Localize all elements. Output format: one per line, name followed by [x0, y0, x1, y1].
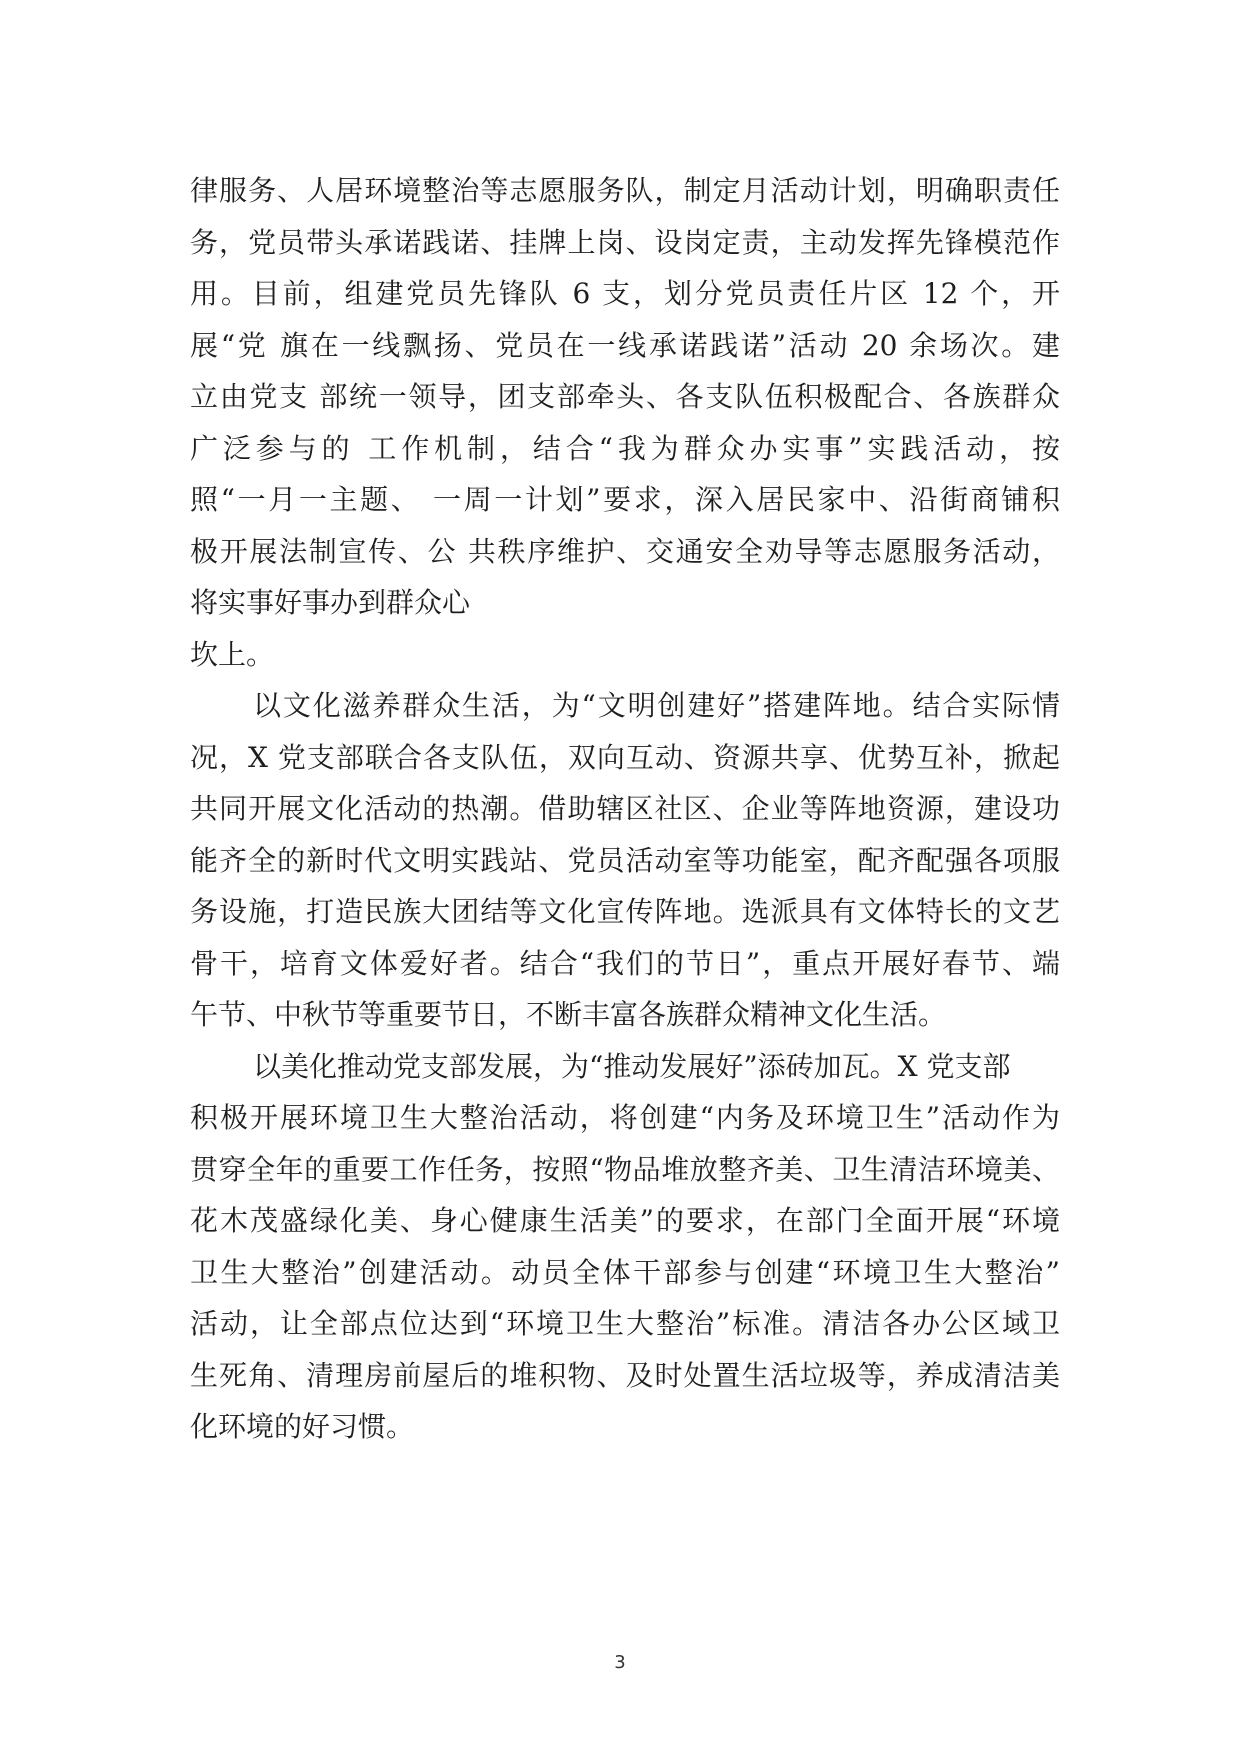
- text-line: 贯穿全年的重要工作任务，按照“物品堆放整齐美、卫生清洁环境美、: [190, 1152, 1060, 1186]
- text-line: 共同开展文化活动的热潮。借助辖区社区、企业等阵地资源，建设功: [190, 792, 1060, 825]
- text-line: 生死角、清理房前屋后的堆积物、及时处置生活垃圾等，养成清洁美: [190, 1358, 1060, 1392]
- text-line: 骨干，培育文体爱好者。结合“我们的节日”，重点开展好春节、端: [190, 946, 1060, 980]
- text-line: 午节、中秋节等重要节日，不断丰富各族群众精神文化生活。: [190, 998, 947, 1031]
- paragraph-3: [190, 1041, 1060, 1453]
- text-line: 广泛参与的 工作机制，结合“我为群众办实事”实践活动，按: [190, 431, 1060, 465]
- text-line: 用。目前，组建党员先锋队 6 支，划分党员责任片区 12 个，开: [190, 277, 1060, 310]
- text-line: 展“党 旗在一线飘扬、党员在一线承诺践诺”活动 20 余场次。建: [190, 328, 1060, 362]
- text-line: 坎上。: [190, 637, 275, 671]
- text-line: 花木茂盛绿化美、身心健康生活美”的要求，在部门全面开展“环境: [190, 1204, 1060, 1237]
- text-line: 极开展法制宣传、公 共秩序维护、交通安全劝导等志愿服务活动，: [190, 534, 1060, 568]
- text-line: 卫生大整治”创建活动。动员全体干部参与创建“环境卫生大整治”: [190, 1255, 1060, 1289]
- text-line: 务设施，打造民族大团结等文化宣传阵地。选派具有文体特长的文艺: [190, 895, 1060, 928]
- text-line: 务，党员带头承诺践诺、挂牌上岗、设岗定责，主动发挥先锋模范作: [190, 225, 1060, 259]
- text-line: 化环境的好习惯。: [190, 1410, 415, 1443]
- text-line: 照“一月一主题、 一周一计划”要求，深入居民家中、沿街商铺积: [190, 483, 1060, 516]
- text-line: 立由党支 部统一领导，团支部牵头、各支队伍积极配合、各族群众: [190, 380, 1060, 413]
- text-line: 况，X 党支部联合各支队伍，双向互动、资源共享、优势互补，掀起: [190, 740, 1060, 774]
- text-line: 以美化推动党支部发展，为“推动发展好”添砖加瓦。X 党支部: [253, 1049, 1011, 1083]
- text-line: 以文化滋养群众生活，为“文明创建好”搭建阵地。结合实际情: [253, 689, 1060, 722]
- text-line: 律服务、人居环境整治等志愿服务队，制定月活动计划，明确职责任: [190, 174, 1060, 207]
- page-number: 3: [614, 1652, 626, 1673]
- text-line: 能齐全的新时代文明实践站、党员活动室等功能室，配齐配强各项服: [190, 843, 1060, 877]
- paragraph-2: [190, 680, 1060, 1041]
- text-line: 积极开展环境卫生大整治活动，将创建“内务及环境卫生”活动作为: [190, 1101, 1060, 1134]
- body-text: [190, 165, 1060, 1453]
- paragraph-1: [190, 165, 1060, 680]
- text-line: 活动，让全部点位达到“环境卫生大整治”标准。清洁各办公区域卫: [190, 1307, 1060, 1340]
- text-line: 将实事好事办到群众心: [190, 586, 471, 619]
